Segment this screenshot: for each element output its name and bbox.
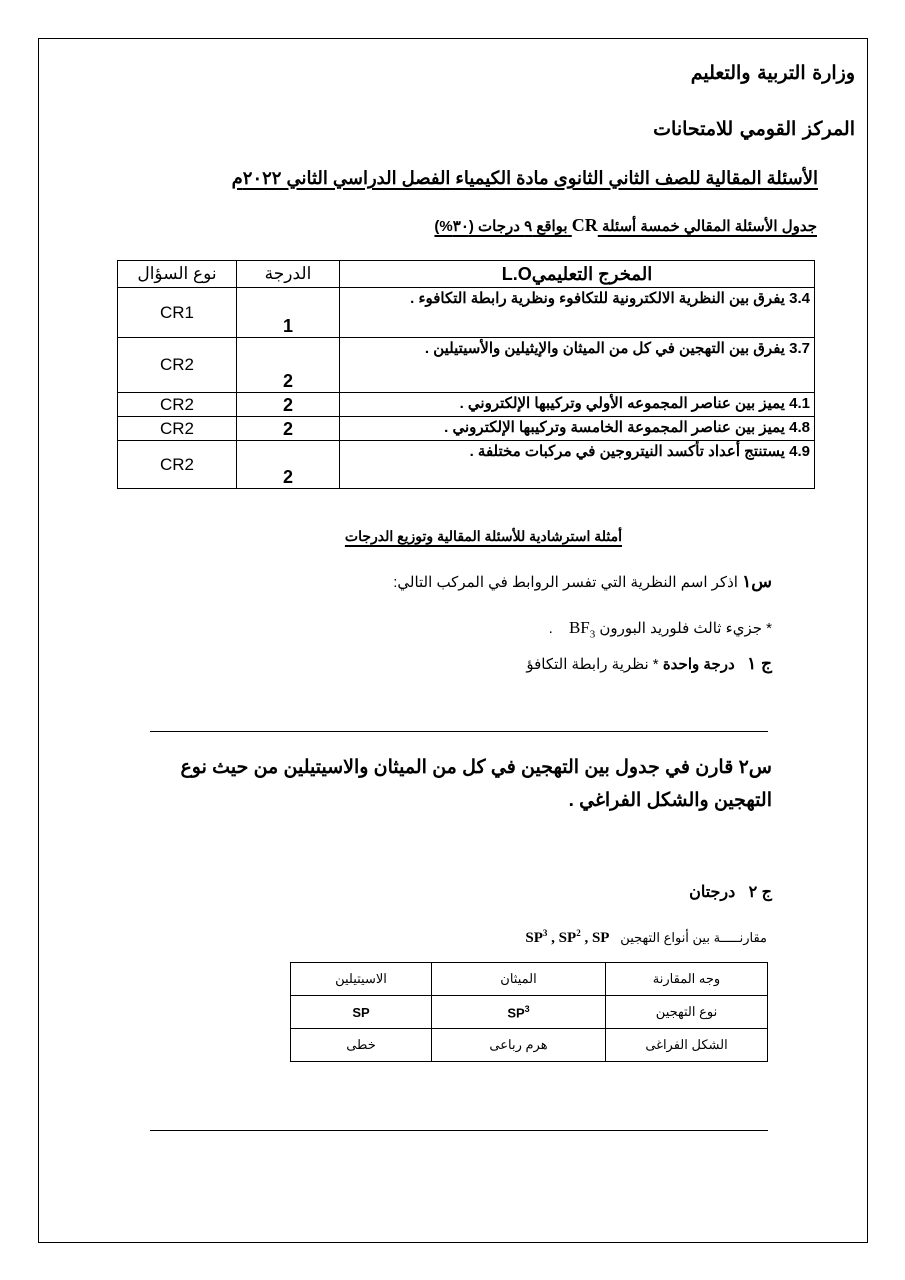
table-row	[291, 1029, 768, 1062]
methane-cell	[432, 996, 606, 1029]
grade-cell: 2	[237, 338, 340, 393]
item-text: * جزيء ثالث فلوريد البورون	[599, 620, 772, 637]
answer-1-grade: درجة واحدة	[662, 656, 735, 673]
lo-cell: 3.7 يفرق بين التهجين في كل من الميثان والإيثيلين والأسيتيلين .	[340, 338, 815, 393]
sup: 2	[576, 928, 581, 938]
answer-1-label: ج ١	[747, 654, 772, 673]
table-header-row	[118, 261, 815, 288]
type-cell: CR2	[118, 338, 237, 393]
formula: BF	[568, 618, 590, 637]
grade-cell: 2	[237, 417, 340, 441]
answer-2-label: ج ٢	[748, 884, 772, 901]
sup: 3	[524, 1003, 530, 1014]
table-row	[118, 288, 815, 338]
table-row	[118, 338, 815, 393]
question-1-text: اذكر اسم النظرية التي تفسر الروابط في المركب التالي:	[393, 574, 738, 591]
comparison-text: مقارنـــــة بين أنواع التهجين	[620, 930, 767, 945]
sup: 3	[542, 928, 548, 938]
row-label: نوع التهجين	[606, 996, 768, 1029]
table-row	[118, 417, 815, 441]
table-header-row	[291, 963, 768, 996]
type-cell: CR2	[118, 441, 237, 489]
caption-text: جدول الأسئلة المقالي خمسة أسئلة	[601, 218, 817, 235]
acetylene-cell: خطى	[291, 1029, 432, 1062]
type: SP	[558, 930, 577, 946]
answer-2-grade: درجتان	[689, 884, 736, 901]
question-1	[393, 572, 772, 592]
header-grade: الدرجة	[237, 261, 340, 288]
header-lo: المخرج التعليميL.O	[340, 261, 815, 288]
table-caption	[434, 215, 817, 236]
question-1-item	[549, 618, 772, 640]
row-label: الشكل الفراغى	[606, 1029, 768, 1062]
type-cell: CR2	[118, 417, 237, 441]
learning-outcomes-table	[117, 260, 815, 489]
divider	[150, 1130, 768, 1131]
type: SP	[591, 930, 610, 946]
caption-text-2: بواقع ٩ درجات (٣٠%)	[434, 218, 568, 235]
header-cell: وجه المقارنة	[606, 963, 768, 996]
value: SP	[507, 1005, 525, 1021]
type-cell: CR1	[118, 288, 237, 338]
question-2-line-1	[180, 756, 772, 779]
question-2-label: س٢	[738, 757, 772, 778]
type-cell: CR2	[118, 393, 237, 417]
question-2-line-2: التهجين والشكل الفراغي .	[568, 790, 772, 811]
caption-cr: CR	[571, 215, 598, 235]
question-2-text: قارن في جدول بين التهجين في كل من الميثان والاسيتيلين من حيث نوع	[180, 757, 734, 778]
header-cell: الميثان	[432, 963, 606, 996]
lo-cell: 3.4 يفرق بين النظرية الالكترونية للتكافوء ونظرية رابطة التكافوء .	[340, 288, 815, 338]
table-row	[118, 441, 815, 489]
grade-cell: 2	[237, 393, 340, 417]
item-period: .	[548, 620, 553, 637]
lo-cell: 4.1 يميز بين عناصر المجموعه الأولي وتركيبها الإلكتروني .	[340, 393, 815, 417]
exam-center-name: المركز القومي للامتحانات	[653, 118, 855, 140]
table-row	[291, 996, 768, 1029]
table-row	[118, 393, 815, 417]
hybrid-types: $SP^3$ , $SP^2$ , SP	[525, 928, 610, 946]
grade-cell: 2	[237, 441, 340, 489]
header-cell: الاسيتيلين	[291, 963, 432, 996]
formula-subscript: 3	[589, 628, 596, 641]
answer-2	[689, 882, 772, 902]
grade-cell: 1	[237, 288, 340, 338]
lo-cell: 4.8 يميز بين عناصر المجموعة الخامسة وتركيبها الإلكتروني .	[340, 417, 815, 441]
document-title: الأسئلة المقالية للصف الثاني الثانوى مادة الكيمياء الفصل الدراسي الثاني ٢٠٢٢م	[231, 168, 818, 188]
question-1-label: س١	[742, 572, 772, 591]
lo-cell: 4.9 يستنتج أعداد تأكسد النيتروجين في مركبات مختلفة .	[340, 441, 815, 489]
header-type: نوع السؤال	[118, 261, 237, 288]
methane-cell: هرم رباعى	[432, 1029, 606, 1062]
answer-1	[526, 654, 772, 674]
answer-1-text: * نظرية رابطة التكافؤ	[526, 656, 659, 673]
hybridization-comparison-table	[290, 962, 768, 1062]
examples-heading: أمثلة استرشادية للأسئلة المقالية وتوزيع الدرجات	[344, 528, 622, 544]
type: SP	[525, 930, 543, 946]
acetylene-cell: SP	[291, 996, 432, 1029]
comparison-caption	[525, 928, 767, 947]
divider	[150, 731, 768, 732]
ministry-name: وزارة التربية والتعليم	[690, 62, 855, 84]
